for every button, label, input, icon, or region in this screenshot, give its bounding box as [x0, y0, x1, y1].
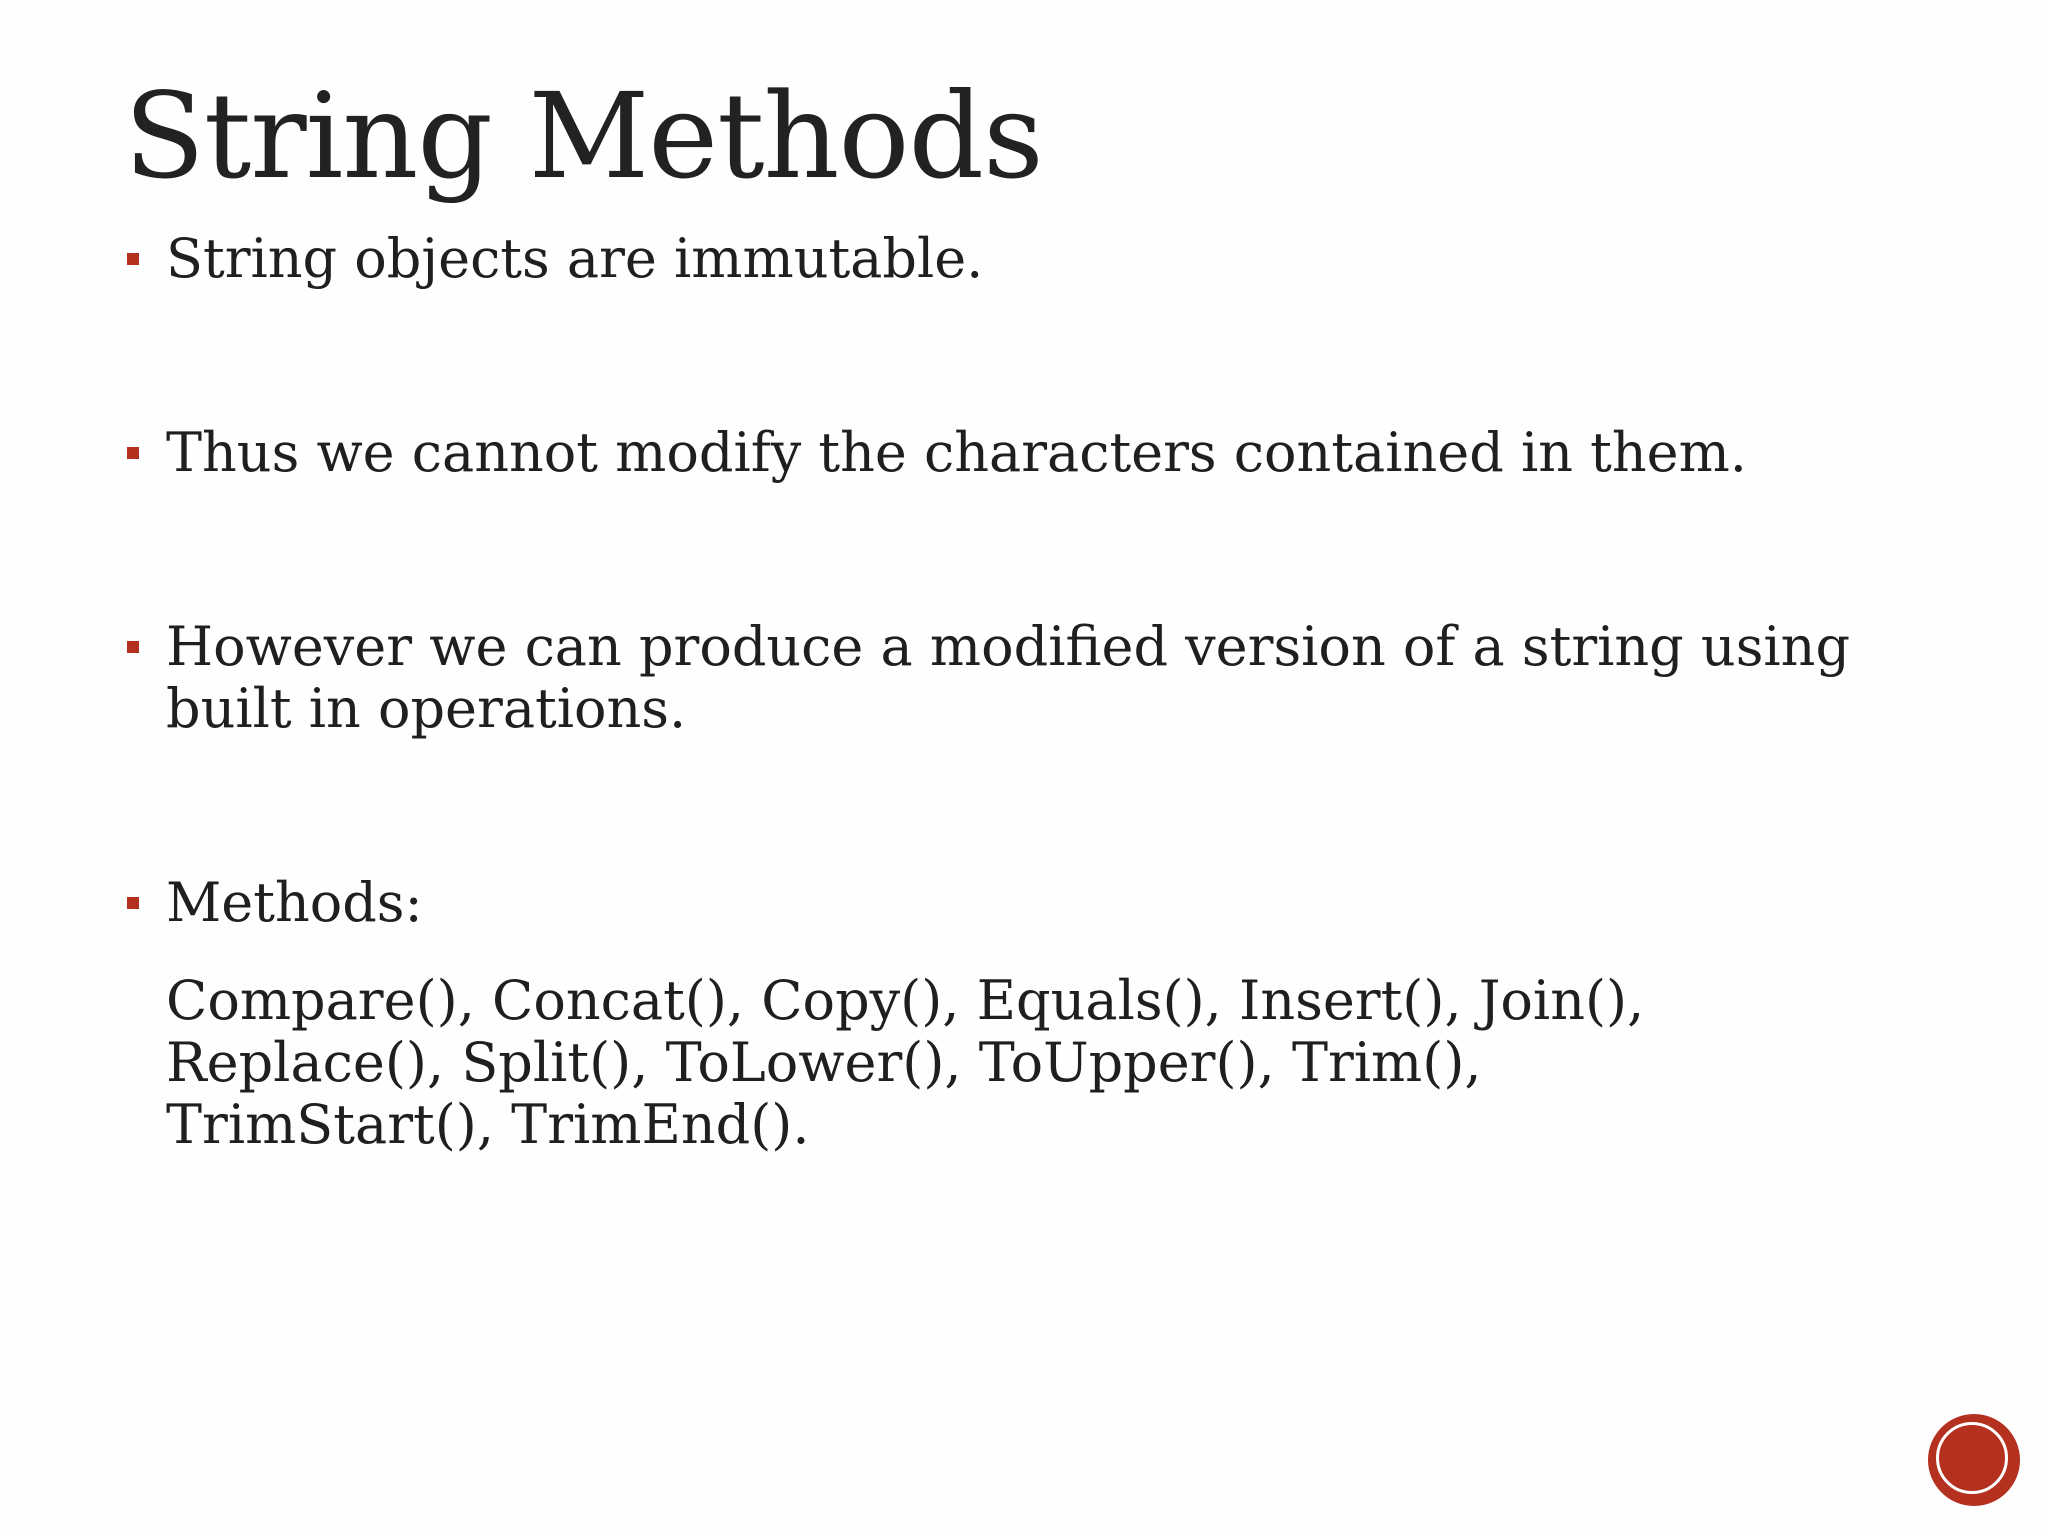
- bullet-item: [124, 228, 1924, 290]
- bullet-text: However we can produce a modified version of a string using built in operations.: [166, 615, 1851, 740]
- bullet-item: [124, 616, 1924, 740]
- bullet-text: Methods:: [166, 871, 423, 934]
- square-bullet-icon: [127, 253, 139, 265]
- bullet-text: Thus we cannot modify the characters contained in them.: [166, 421, 1747, 484]
- methods-list-text: Compare(), Concat(), Copy(), Equals(), Insert(), Join(), Replace(), Split(), ToLower(), ToUpper(), Trim(), TrimStart(), TrimEnd().: [166, 969, 1645, 1156]
- bullet-text: String objects are immutable.: [166, 227, 984, 290]
- slide-corner-ring-icon: [1936, 1422, 2008, 1494]
- bullet-list: [124, 228, 1924, 934]
- square-bullet-icon: [127, 447, 139, 459]
- bullet-item: [124, 422, 1924, 484]
- slide-title: String Methods: [124, 67, 1043, 205]
- bullet-item: [124, 872, 1924, 934]
- slide-corner-circle-icon: [1930, 1416, 2018, 1504]
- square-bullet-icon: [127, 641, 139, 653]
- square-bullet-icon: [127, 897, 139, 909]
